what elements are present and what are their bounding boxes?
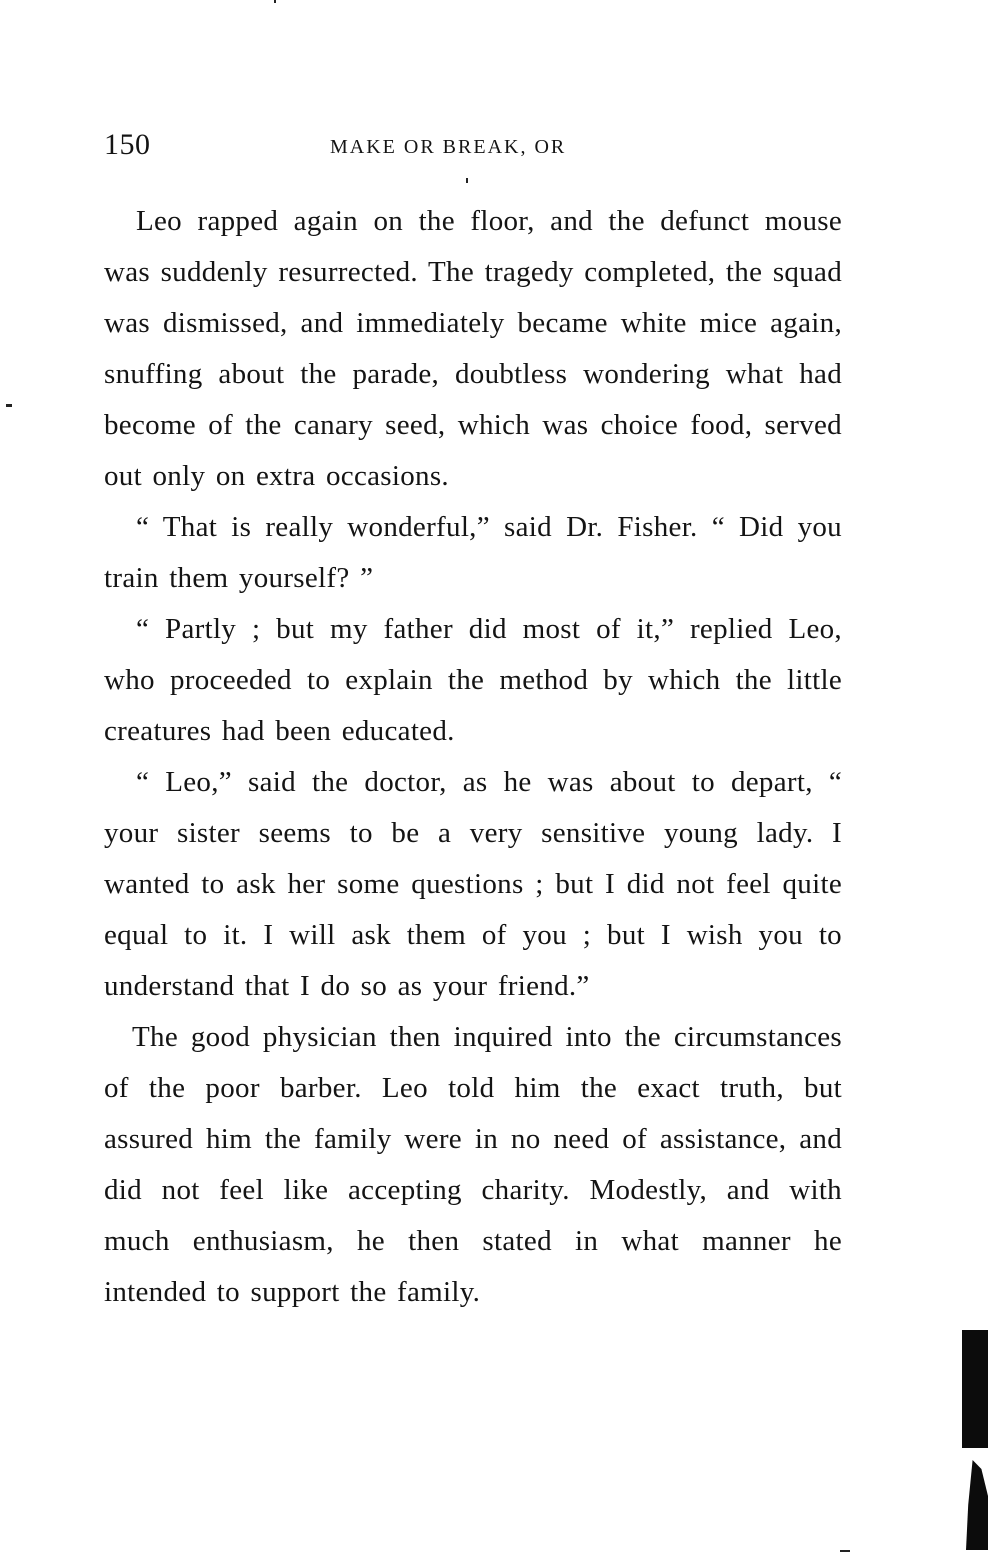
scan-speck (840, 1550, 850, 1552)
running-title: MAKE OR BREAK, OR (330, 136, 567, 158)
scan-edge-bar (962, 1330, 988, 1448)
page-number: 150 (104, 128, 151, 161)
page-header (104, 128, 844, 168)
paragraph-3: “ Partly ; but my father did most of it,” replied Leo, who proceeded to explain the method by which the little creatures had been educated. (104, 613, 842, 747)
paragraph-5: The good physician then inquired into the circumstances of the poor barber. Leo told him the exact truth, but assured him the family were in no need of assistance, and did not feel like accepting charity. Modestly, and with much enthusiasm, he then stated in what manner he intended to support the family. (104, 1021, 842, 1308)
scan-edge-bar (966, 1460, 988, 1550)
paragraph-1: Leo rapped again on the floor, and the defunct mouse was suddenly resurrected. The tragedy completed, the squad was dismissed, and immediately became white mice again, snuffing about the parade, doubtless wondering what had become of the canary seed, which was choice food, served out only on extra occasions. (104, 205, 842, 492)
scan-speck (274, 0, 276, 3)
scan-edge-artifact (952, 1330, 992, 1550)
scan-speck (6, 404, 12, 407)
paragraph-2: “ That is really wonderful,” said Dr. Fisher. “ Did you train them yourself? ” (104, 511, 842, 594)
paragraph-4: “ Leo,” said the doctor, as he was about to depart, “ your sister seems to be a very sensitive young lady. I wanted to ask her some questions ; but I did not feel quite equal to it. I will ask them of you ; but I wish you to understand that I do so as your friend.” (104, 766, 842, 1002)
scan-speck (466, 178, 468, 183)
body-text (104, 196, 842, 1318)
